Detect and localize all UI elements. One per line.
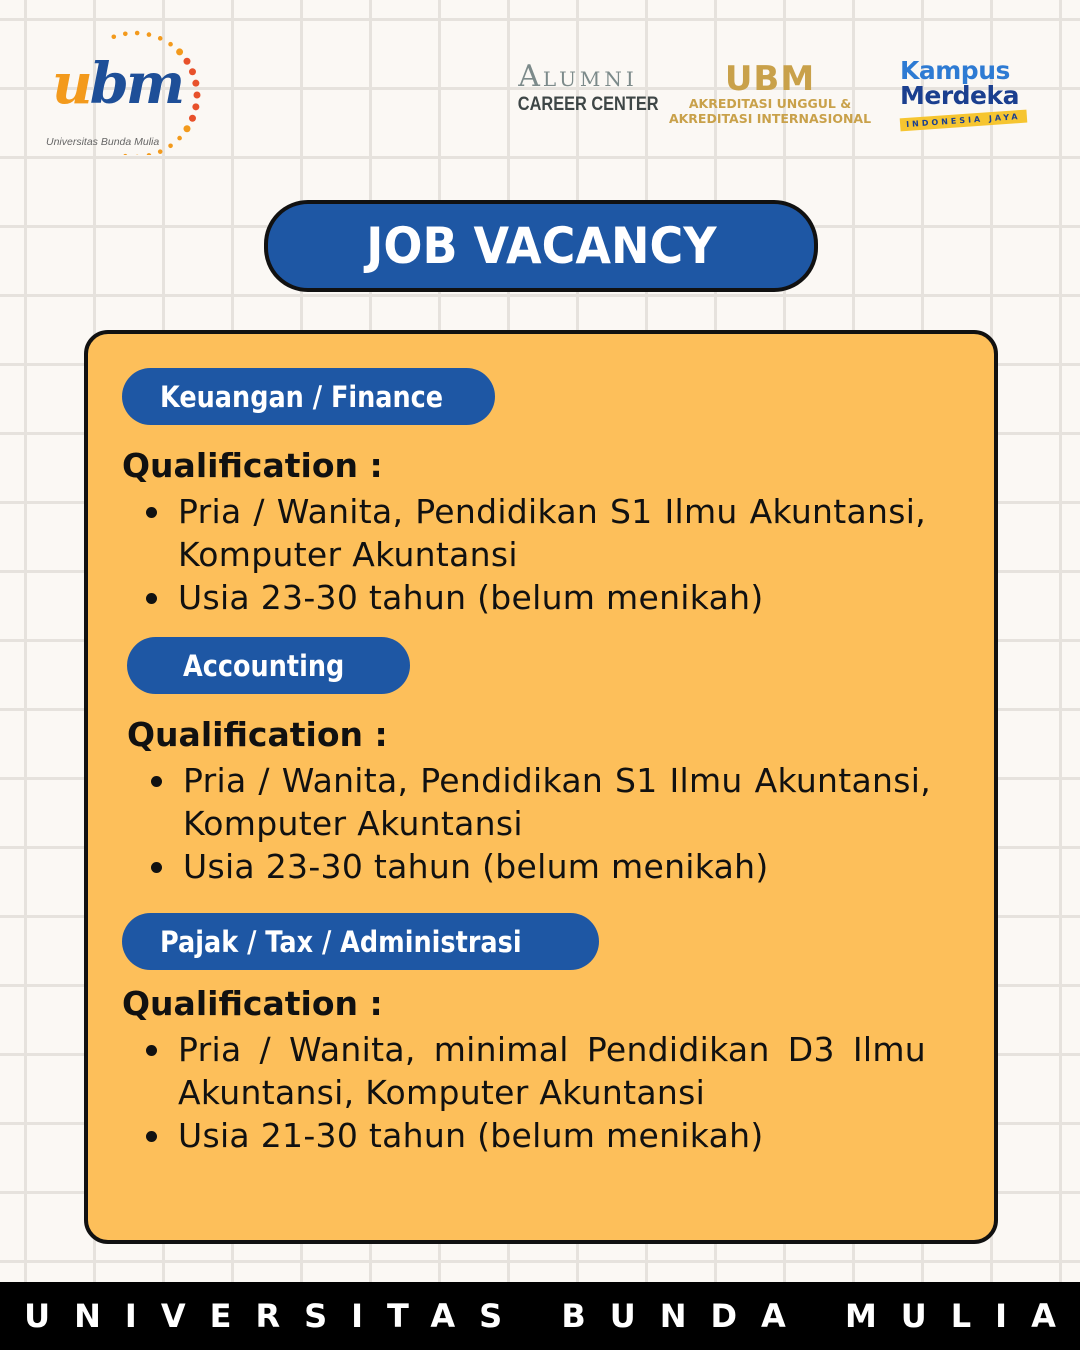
career-center-label: CAREER CENTER [517, 94, 659, 115]
job-vacancy-banner [264, 200, 818, 292]
section-label: Keuangan / Finance [160, 379, 444, 414]
list-item: Pria / Wanita, Pendidikan S1 Ilmu Akuntansi, Komputer Akuntansi [144, 490, 926, 576]
arc-dot [194, 92, 201, 99]
alumni-title: ALUMNI [518, 59, 638, 94]
page-title: JOB VACANCY [365, 217, 717, 275]
list-item: Pria / Wanita, minimal Pendidikan D3 Ilmu Akuntansi, Komputer Akuntansi [144, 1028, 926, 1114]
footer-university-name: UNIVERSITAS BUNDA MULIA [24, 1297, 1080, 1335]
qualification-heading: Qualification : [127, 715, 388, 754]
list-item: Usia 21-30 tahun (belum menikah) [144, 1114, 926, 1157]
arc-dot [147, 153, 152, 155]
section-pill-tax [122, 913, 599, 970]
accreditation-line-2: AKREDITASI INTERNASIONAL [668, 111, 872, 126]
section-label: Pajak / Tax / Administrasi [160, 924, 522, 959]
indonesia-jaya-tag: INDONESIA JAYA [900, 110, 1027, 132]
section-label: Accounting [183, 648, 345, 683]
arc-dot [123, 31, 128, 36]
list-item: Usia 23-30 tahun (belum menikah) [149, 845, 931, 888]
arc-dot [147, 32, 152, 37]
arc-dot [158, 149, 163, 154]
arc-dot [192, 80, 199, 87]
arc-dot [189, 115, 196, 122]
kampus-merdeka-logo [900, 58, 1040, 127]
arc-dot [189, 68, 196, 75]
footer-bar [0, 1282, 1080, 1350]
qualification-list [149, 759, 931, 888]
alumni-career-center-logo [508, 59, 659, 116]
arc-dot [135, 31, 140, 36]
merdeka-word: Merdeka [900, 81, 1020, 110]
arc-dot [192, 103, 199, 110]
section-pill-accounting [127, 637, 410, 694]
qualification-heading: Qualification : [122, 446, 383, 485]
ubm-logo [40, 30, 215, 155]
qualification-list [144, 1028, 926, 1157]
section-pill-finance [122, 368, 495, 425]
ubm-accreditation-title: UBM [724, 59, 816, 99]
arc-dot [183, 58, 190, 65]
qualification-heading: Qualification : [122, 984, 383, 1023]
ubm-logo-subtitle: Universitas Bunda Mulia [46, 136, 160, 148]
arc-dot [183, 125, 190, 132]
accreditation-line-1: AKREDITASI UNGGUL & [688, 96, 852, 111]
arc-dot [168, 42, 173, 47]
list-item: Usia 23-30 tahun (belum menikah) [144, 576, 926, 619]
ubm-accreditation-logo [660, 59, 880, 126]
arc-dot [123, 154, 128, 155]
ubm-logo-word: ubm [52, 51, 183, 117]
list-item: Pria / Wanita, Pendidikan S1 Ilmu Akuntansi, Komputer Akuntansi [149, 759, 931, 845]
arc-dot [111, 34, 116, 39]
kampus-word: Kampus [900, 56, 1010, 85]
qualification-list [144, 490, 926, 619]
vacancy-card [84, 330, 998, 1244]
arc-dot [158, 36, 163, 41]
